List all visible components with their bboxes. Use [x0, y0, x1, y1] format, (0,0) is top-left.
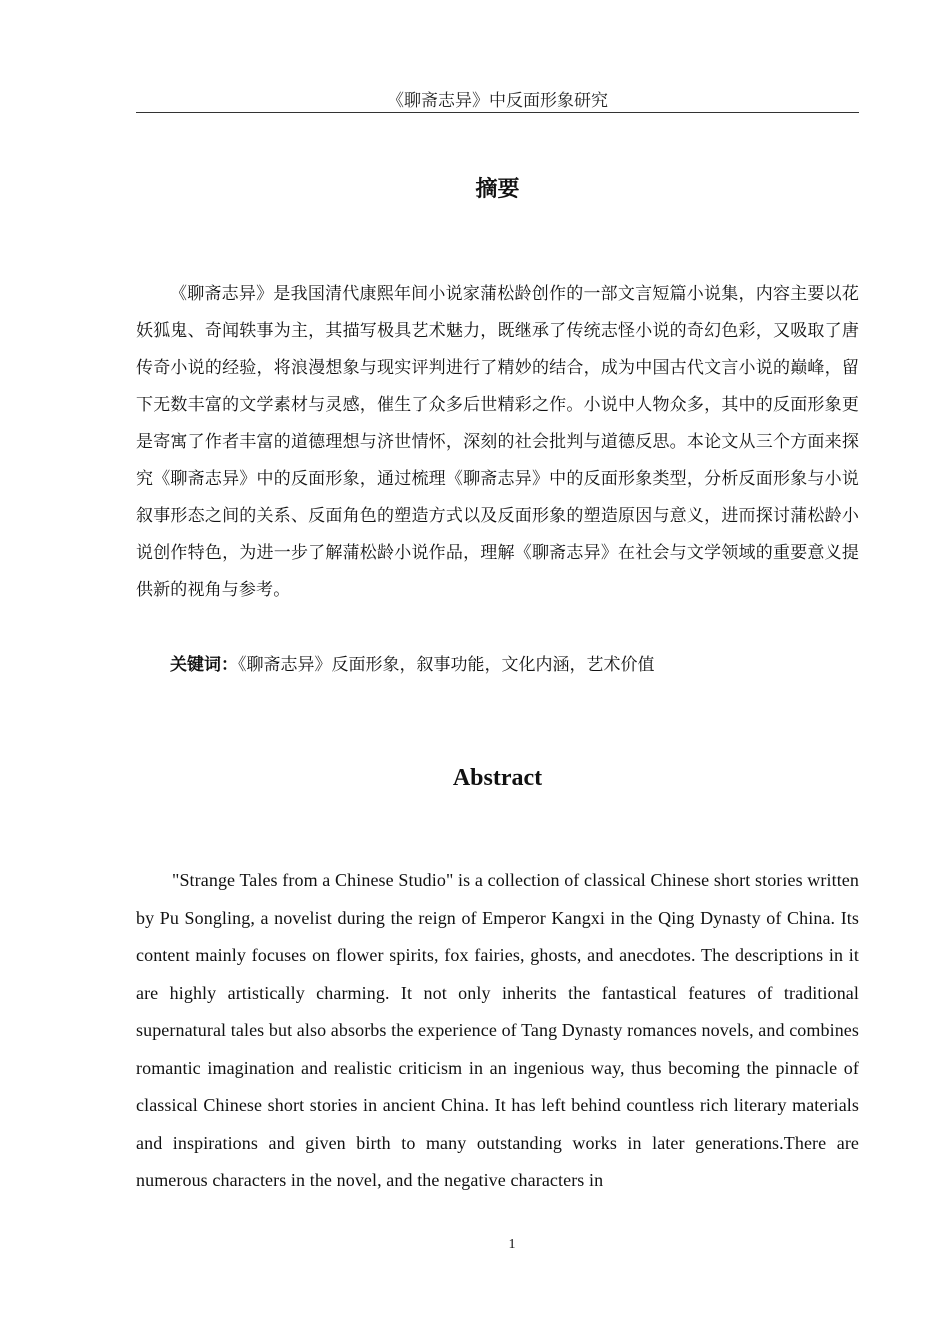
running-header: 《聊斋志异》中反面形象研究 [387, 91, 608, 111]
keywords-label: 关键词： [170, 655, 238, 675]
abstract-en-body: "Strange Tales from a Chinese Studio" is a collection of classical Chinese short stories written by Pu Songling, a novelist during the reign of Emperor Kangxi in the Qing Dynasty of China. Its content mainly focuses on flower spirits, fox fairies, ghosts, and anecdotes. The descriptions in it are highly artistically charming. It not only inherits the fantastical features of traditional supernatural tales but also absorbs the experience of Tang Dynasty romances novels, and combines romantic imagination and realistic criticism in an ingenious way, thus becoming the pinnacle of classical Chinese short stories in ancient China. It has left behind countless rich literary materials and inspirations and given birth to many outstanding works in later generations.There are numerous characters in the novel, and the negative characters in [136, 870, 859, 1190]
header-rule [136, 112, 859, 113]
keywords-line [136, 647, 859, 684]
abstract-cn-body: 《聊斋志异》是我国清代康熙年间小说家蒲松龄创作的一部文言短篇小说集，内容主要以花妖狐鬼、奇闻轶事为主，其描写极具艺术魅力，既继承了传统志怪小说的奇幻色彩，又吸取了唐传奇小说的经验，将浪漫想象与现实评判进行了精妙的结合，成为中国古代文言小说的巅峰，留下无数丰富的文学素材与灵感，催生了众多后世精彩之作。小说中人物众多，其中的反面形象更是寄寓了作者丰富的道德理想与济世情怀，深刻的社会批判与道德反思。本论文从三个方面来探究《聊斋志异》中的反面形象，通过梳理《聊斋志异》中的反面形象类型，分析反面形象与小说叙事形态之间的关系、反面角色的塑造方式以及反面形象的塑造原因与意义，进而探讨蒲松龄小说创作特色，为进一步了解蒲松龄小说作品，理解《聊斋志异》在社会与文学领域的重要意义提供新的视角与参考。 [136, 284, 859, 600]
keywords-text: 《聊斋志异》反面形象，叙事功能，文化内涵，艺术价值 [238, 655, 655, 675]
abstract-cn-title: 摘要 [475, 177, 520, 202]
abstract-en-title: Abstract [452, 765, 543, 791]
page-number: 1 [508, 1237, 516, 1252]
